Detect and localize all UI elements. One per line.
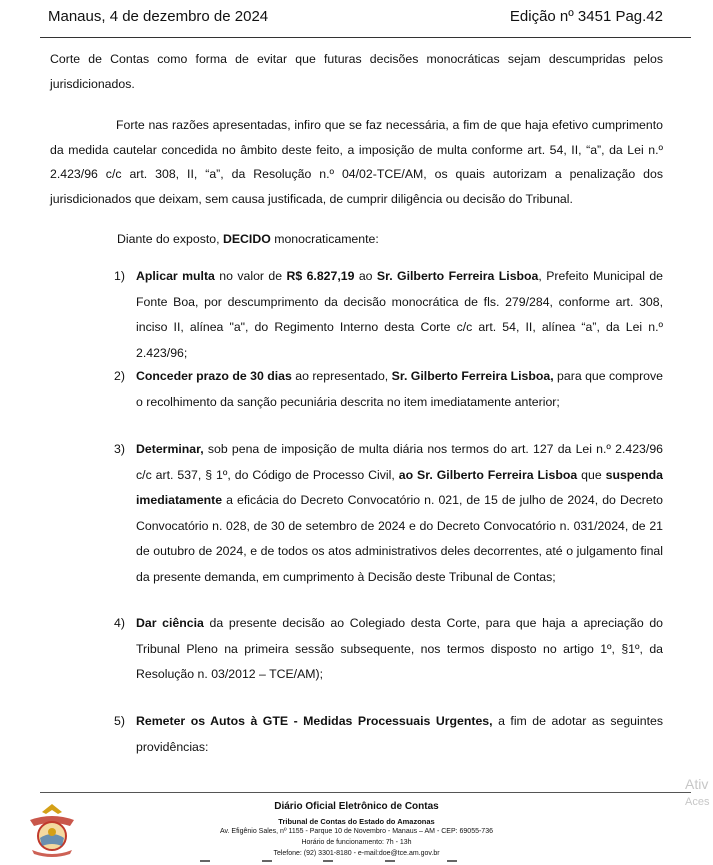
decision-item-4 xyxy=(114,611,663,688)
footer-hours: Horário de funcionamento: 7h - 13h xyxy=(301,839,412,846)
decision-item-1 xyxy=(114,264,663,366)
header-rule xyxy=(40,37,691,38)
page-footer xyxy=(0,788,713,865)
decido-text: DECIDO xyxy=(222,232,271,246)
item-text: Remeter os Autos à GTE - Medidas Processuais Urgentes, a fim de adotar as seguintes providências: xyxy=(136,714,663,754)
header-place-date: Manaus, 4 de dezembro de 2024 xyxy=(48,8,269,25)
watermark-line-2: Aces xyxy=(685,796,710,808)
footer-contact: Telefone: (92) 3301-8180 - e-mail:doe@tce.am.gov.br xyxy=(273,850,440,857)
item-text: Dar ciência da presente decisão ao Colegiado desta Corte, para que haja a apreciação do Tribunal Pleno na primeira sessão subsequente, nos termos disposto no artigo 1º, §1º, da Resolução n. 03/2012 – TCE/AM); xyxy=(136,616,664,681)
paragraph-continuation: Corte de Contas como forma de evitar que futuras decisões monocráticas sejam descumpridas pelos jurisdicionados. xyxy=(50,52,663,91)
item-number: 1) xyxy=(114,269,125,283)
watermark-line-1: Ativ xyxy=(685,776,709,792)
decision-item-3 xyxy=(114,437,663,590)
paragraph-reasons: Forte nas razões apresentadas, infiro que se faz necessária, a fim de que haja efetivo cumprimento da medida cautelar concedida no âmbito deste feito, a imposição de multa conforme art. 54, II, “a”, da Lei n.º 2.423/96 c/c art. 308, II, “a”, da Resolução n.º 04/02-TCE/AM, os quais autorizam a penalização dos jurisdicionados que deixam, sem causa justificada, de cumprir diligência ou decisão do Tribunal. xyxy=(50,118,663,206)
paragraph-decision-intro: Diante do exposto, DECIDO monocraticamente: xyxy=(117,232,379,246)
item-text: Aplicar multa no valor de R$ 6.827,19 ao Sr. Gilberto Ferreira Lisboa, Prefeito Municipal de Fonte Boa, por descumprimento da decisão monocrática de fls. 279/284, conforme art. 308, inciso II, alínea "a", do Regimento Interno desta Corte c/c art. 54, II, alínea “a”, da Lei n.º 2.423/96; xyxy=(136,269,663,360)
decision-item-5 xyxy=(114,709,663,760)
item-number: 2) xyxy=(114,369,125,383)
item-text: Conceder prazo de 30 dias ao representado, Sr. Gilberto Ferreira Lisboa, para que comprove o recolhimento da sanção pecuniária descrita no item imediatamente anterior; xyxy=(136,369,663,409)
bottom-edge-marks xyxy=(0,860,713,865)
footer-title: Diário Oficial Eletrônico de Contas xyxy=(274,801,439,812)
footer-org: Tribunal de Contas do Estado do Amazonas xyxy=(278,817,435,826)
decision-item-2 xyxy=(114,364,663,415)
header-edition: Edição nº 3451 Pag.42 xyxy=(509,8,663,25)
item-number: 5) xyxy=(114,714,125,728)
item-number: 4) xyxy=(114,616,125,630)
footer-rule xyxy=(40,792,691,793)
item-number: 3) xyxy=(114,442,125,456)
item-text: Determinar, sob pena de imposição de multa diária nos termos do art. 127 da Lei n.º 2.423/96 c/c art. 537, § 1º, do Código de Processo Civil, ao Sr. Gilberto Ferreira Lisboa que suspenda imediatamente a eficácia do Decreto Convocatório n. 021, de 15 de julho de 2024, do Decreto Convocatório n. 028, de 30 de setembro de 2024 e do Decreto Convocatório n. 031/2024, de 21 de outubro de 2024, e de todos os atos administrativos deles decorrentes, até o julgamento final da presente demanda, em cumprimento à Decisão deste Tribunal de Contas; xyxy=(136,442,664,584)
page-header xyxy=(0,0,713,40)
activation-watermark xyxy=(685,775,713,811)
footer-address: Av. Efigênio Sales, nº 1155 - Parque 10 de Novembro - Manaus – AM - CEP: 69055-736 xyxy=(220,828,493,835)
